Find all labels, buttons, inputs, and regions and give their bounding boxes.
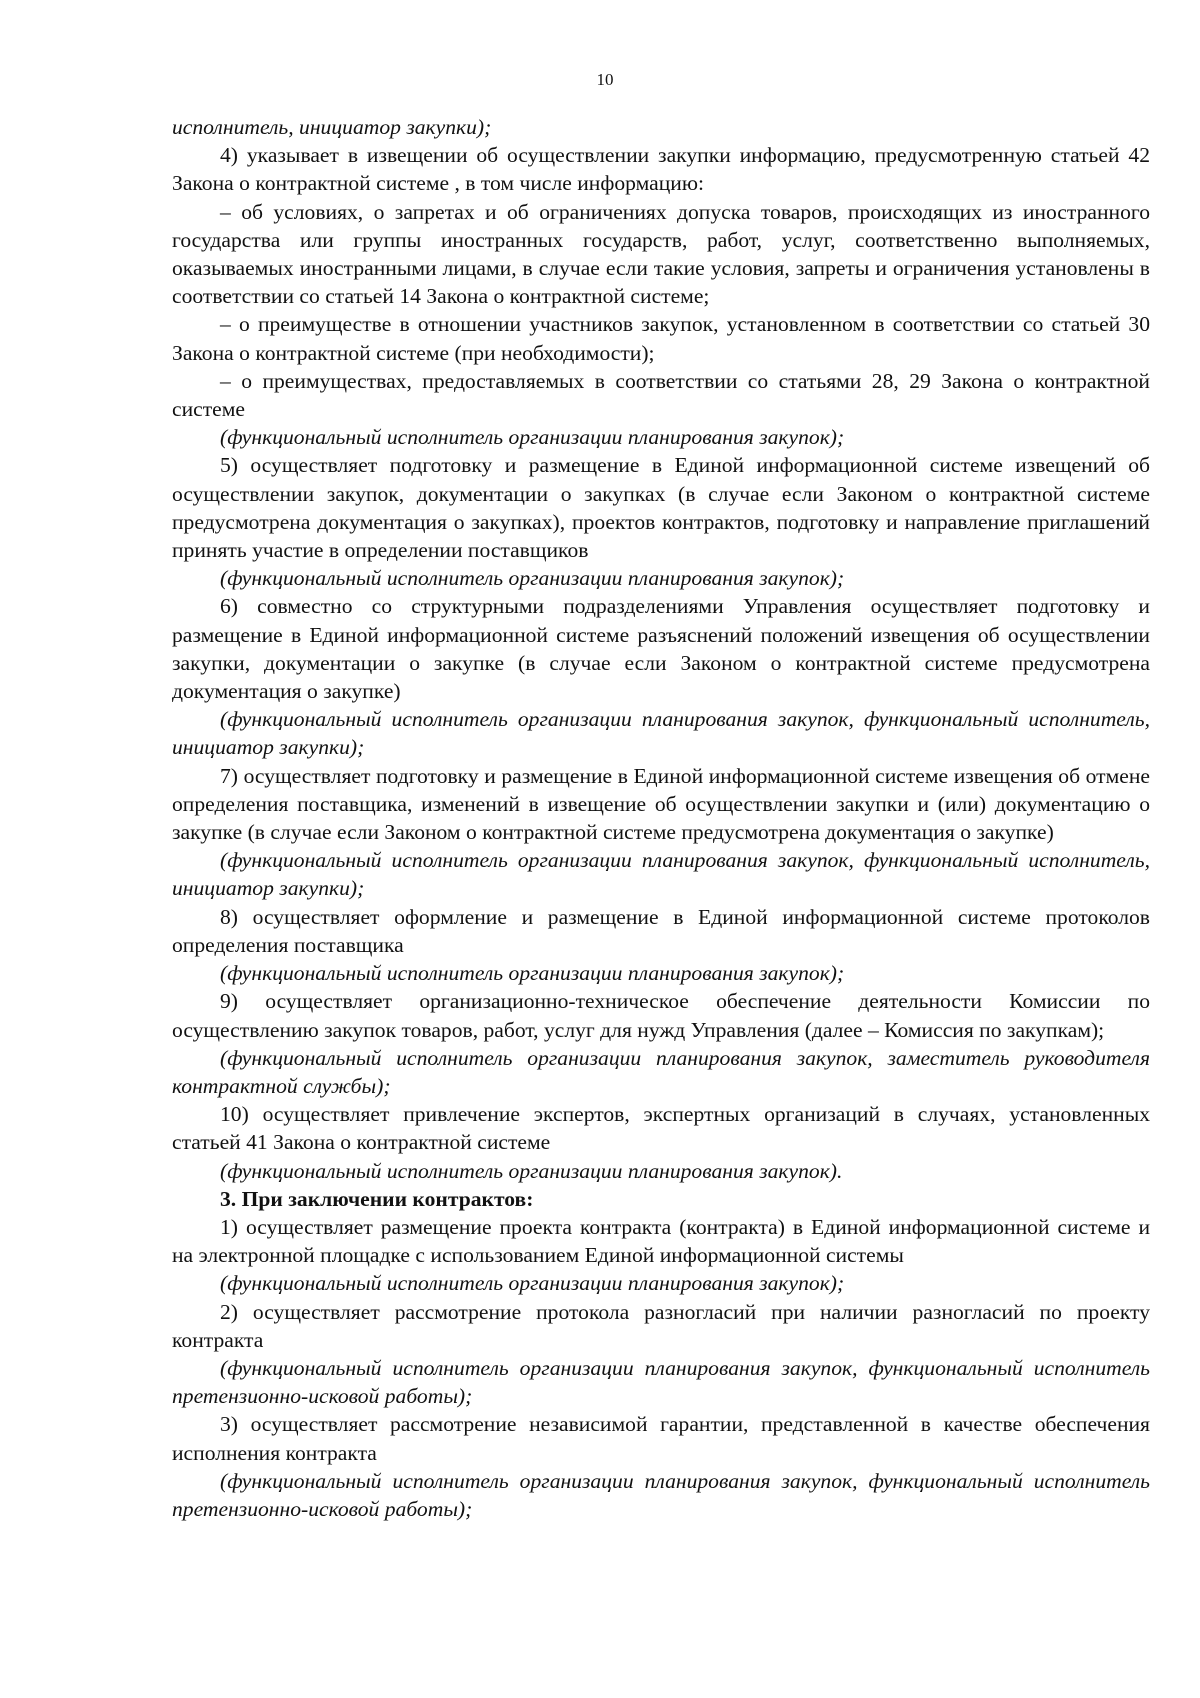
body-paragraph: 3) осуществляет рассмотрение независимой гарантии, представленной в качестве обеспечения исполнения контракта	[172, 1412, 1150, 1465]
body-paragraph: – об условиях, о запретах и об ограничениях допуска товаров, происходящих из иностранного государства или группы иностранных государств, работ, услуг, соответственно выполняемых, оказываемых иностранными лицами, в случае если такие условия, запреты и ограничения установлены в соответствии со статьей 14 Закона о контрактной системе;	[172, 199, 1150, 309]
responsible-note: (функциональный исполнитель организации планирования закупок);	[220, 961, 845, 986]
document-body	[172, 113, 1150, 1523]
body-paragraph: – о преимуществе в отношении участников закупок, установленном в соответствии со статьей 30 Закона о контрактной системе (при необходимости);	[172, 312, 1150, 365]
responsible-note: (функциональный исполнитель организации планирования закупок, функциональный исполнитель, инициатор закупки);	[172, 707, 1150, 760]
body-paragraph: 8) осуществляет оформление и размещение в Единой информационной системе протоколов определения поставщика	[172, 904, 1150, 957]
responsible-note: исполнитель, инициатор закупки);	[172, 115, 492, 139]
responsible-note: (функциональный исполнитель организации планирования закупок, функциональный исполнитель претензионно-исковой работы);	[172, 1355, 1150, 1409]
body-paragraph: 2) осуществляет рассмотрение протокола разногласий при наличии разногласий по проекту контракта	[172, 1299, 1150, 1352]
responsible-note: (функциональный исполнитель организации планирования закупок, функциональный исполнитель, инициатор закупки);	[172, 848, 1150, 901]
responsible-note: (функциональный исполнитель организации планирования закупок);	[220, 425, 845, 450]
responsible-note: (функциональный исполнитель организации планирования закупок).	[220, 1158, 843, 1183]
responsible-note: (функциональный исполнитель организации планирования закупок, функциональный исполнитель претензионно-исковой работы);	[172, 1468, 1150, 1521]
body-paragraph: – о преимуществах, предоставляемых в соответствии со статьями 28, 29 Закона о контрактной системе	[172, 368, 1150, 422]
responsible-note: (функциональный исполнитель организации планирования закупок);	[220, 1271, 845, 1296]
responsible-note: (функциональный исполнитель организации планирования закупок, заместитель руководителя контрактной службы);	[172, 1045, 1150, 1098]
section-heading: 3. При заключении контрактов:	[220, 1186, 534, 1211]
body-paragraph: 10) осуществляет привлечение экспертов, экспертных организаций в случаях, установленных статьей 41 Закона о контрактной системе	[172, 1102, 1150, 1155]
responsible-note: (функциональный исполнитель организации планирования закупок);	[220, 566, 845, 591]
body-paragraph: 1) осуществляет размещение проекта контракта (контракта) в Единой информационной системе и на электронной площадке с использованием Единой информационной системы	[172, 1214, 1150, 1268]
body-paragraph: 7) осуществляет подготовку и размещение в Единой информационной системе извещения об отмене определения поставщика, изменений в извещение об осуществлении закупки и (или) документацию о закупке (в случае если Законом о контрактной системе предусмотрена документация о закупке)	[172, 763, 1150, 845]
body-paragraph: 6) совместно со структурными подразделениями Управления осуществляет подготовку и размещение в Единой информационной системе разъяснений положений извещения об осуществлении закупки, документации о закупке (в случае если Законом о контрактной системе предусмотрена документация о закупке)	[172, 594, 1150, 704]
body-paragraph: 9) осуществляет организационно-техническое обеспечение деятельности Комиссии по осуществлению закупок товаров, работ, услуг для нужд Управления (далее – Комиссия по закупкам);	[172, 989, 1150, 1042]
page-number: 10	[596, 70, 614, 89]
body-paragraph: 4) указывает в извещении об осуществлении закупки информацию, предусмотренную статьей 42 Закона о контрактной системе , в том числе информацию:	[172, 143, 1150, 196]
body-paragraph: 5) осуществляет подготовку и размещение в Единой информационной системе извещений об осуществлении закупок, документации о закупках (в случае если Законом о контрактной системе предусмотрена документация о закупках), проектов контрактов, подготовку и направление приглашений принять участие в определении поставщиков	[172, 453, 1150, 563]
